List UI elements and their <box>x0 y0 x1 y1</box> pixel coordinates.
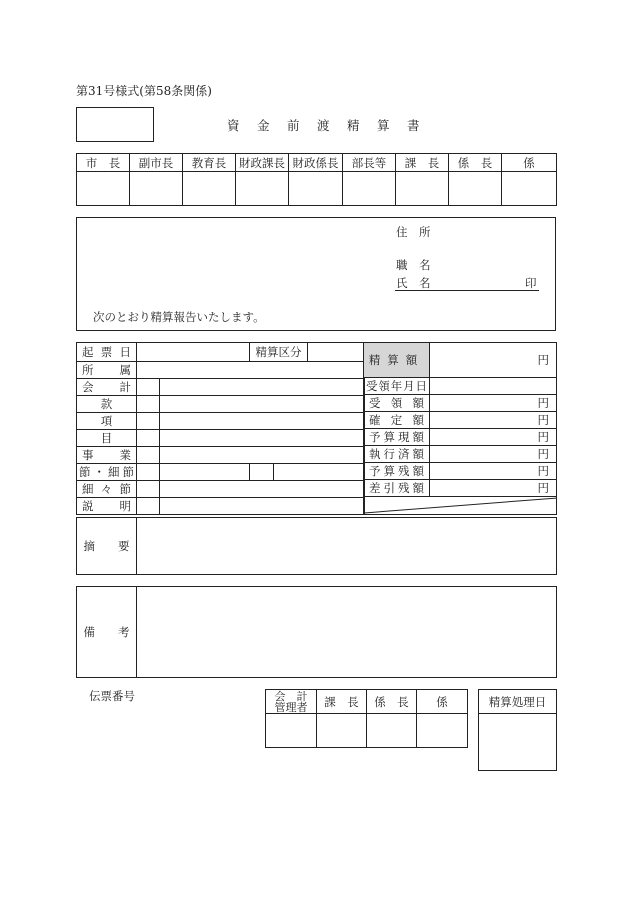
bottom-approval-seal-cell[interactable] <box>367 714 417 748</box>
approval-header-section-chief: 課 長 <box>396 154 449 172</box>
voucher-date-label: 起票日 <box>77 343 137 362</box>
executed-amount-field[interactable] <box>430 446 557 463</box>
bottom-approval-seal-cell[interactable] <box>317 714 367 748</box>
approval-table <box>76 153 557 206</box>
project-name-field[interactable] <box>160 447 365 464</box>
budget-balance-field[interactable] <box>430 463 557 480</box>
bottom-section-chief-header: 課 長 <box>317 690 367 714</box>
moku-label: 目 <box>77 430 137 447</box>
settlement-type-label: 精算区分 <box>250 343 308 361</box>
accounting-manager-header: 会 計 管理者 <box>266 690 317 714</box>
kan-name-field[interactable] <box>160 396 365 413</box>
approval-seal-cell[interactable] <box>77 172 130 206</box>
name-underline <box>395 290 539 291</box>
approval-header-deputy-mayor: 副市長 <box>130 154 183 172</box>
main-left-table <box>76 342 365 515</box>
net-balance-field[interactable] <box>430 480 557 497</box>
approval-seal-cell[interactable] <box>130 172 183 206</box>
yen-unit: 円 <box>537 396 549 410</box>
approval-seal-cell[interactable] <box>449 172 502 206</box>
approval-seal-cell[interactable] <box>236 172 289 206</box>
fixed-amount-field[interactable] <box>430 412 557 429</box>
net-balance-label: 差引残額 <box>364 480 430 497</box>
address-label: 住 所 <box>396 225 431 239</box>
summary-label: 摘 要 <box>77 518 137 575</box>
current-budget-label: 予算現額 <box>364 429 430 446</box>
form-number: 第31号様式(第58条関係) <box>76 84 212 98</box>
description-name-field[interactable] <box>160 498 365 515</box>
approval-header-subsection-chief: 係 長 <box>449 154 502 172</box>
remarks-label: 備 考 <box>77 587 137 678</box>
summary-table <box>76 517 557 575</box>
kan-code-field[interactable] <box>137 396 160 413</box>
accounting-label: 会計 <box>77 379 137 396</box>
setsu-label: 節・細節 <box>77 464 137 481</box>
yen-unit: 円 <box>537 430 549 444</box>
diagonal-line <box>364 497 557 514</box>
yen-unit: 円 <box>537 481 549 495</box>
yen-unit: 円 <box>537 413 549 427</box>
accounting-name-field[interactable] <box>160 379 365 396</box>
saisetsu-name-field[interactable] <box>274 464 365 481</box>
receipt-stamp-box <box>76 107 154 142</box>
received-amount-label: 受領額 <box>364 395 430 412</box>
remarks-table <box>76 586 557 678</box>
bottom-subsection-chief-header: 係 長 <box>367 690 417 714</box>
fixed-amount-label: 確定額 <box>364 412 430 429</box>
bottom-staff-header: 係 <box>417 690 468 714</box>
approval-seal-cell[interactable] <box>183 172 236 206</box>
approval-header-superintendent: 教育長 <box>183 154 236 172</box>
affiliation-label: 所属 <box>77 362 137 379</box>
statement-text: 次のとおり精算報告いたします。 <box>93 310 265 324</box>
settlement-date-field[interactable] <box>479 714 557 771</box>
accounting-code-field[interactable] <box>137 379 160 396</box>
kou-name-field[interactable] <box>160 413 365 430</box>
kou-label: 項 <box>77 413 137 430</box>
seal-mark: 印 <box>525 276 537 290</box>
settlement-type-field[interactable] <box>308 343 364 361</box>
remarks-field[interactable] <box>137 587 557 678</box>
approval-header-department-head: 部長等 <box>343 154 396 172</box>
approval-header-mayor: 市 長 <box>77 154 130 172</box>
project-label: 事業 <box>77 447 137 464</box>
approval-seal-cell[interactable] <box>502 172 557 206</box>
main-right-table <box>363 342 557 515</box>
approval-seal-cell[interactable] <box>396 172 449 206</box>
settlement-date-label: 精算処理日 <box>479 690 557 714</box>
current-budget-field[interactable] <box>430 429 557 446</box>
bottom-approval-seal-cell[interactable] <box>417 714 468 748</box>
budget-balance-label: 予算残額 <box>364 463 430 480</box>
approval-seal-cell[interactable] <box>343 172 396 206</box>
kan-label: 款 <box>77 396 137 413</box>
project-code-field[interactable] <box>137 447 160 464</box>
setsu-code-field[interactable] <box>137 464 160 481</box>
summary-field[interactable] <box>137 518 557 575</box>
moku-name-field[interactable] <box>160 430 365 447</box>
settlement-date-table <box>478 689 557 771</box>
description-label: 説明 <box>77 498 137 515</box>
diagonal-blank-cell <box>364 497 557 515</box>
slip-number-label: 伝票番号 <box>89 689 135 703</box>
yen-unit: 円 <box>537 353 549 367</box>
approval-header-staff: 係 <box>502 154 557 172</box>
bottom-approval-seal-cell[interactable] <box>266 714 317 748</box>
saisaisetsu-name-field[interactable] <box>160 481 365 498</box>
moku-code-field[interactable] <box>137 430 160 447</box>
name-label: 氏 名 <box>396 276 431 290</box>
received-amount-field[interactable] <box>430 395 557 412</box>
approval-seal-cell[interactable] <box>289 172 343 206</box>
affiliation-field[interactable] <box>137 362 365 379</box>
voucher-date-field[interactable] <box>137 343 250 362</box>
page-title: 資 金 前 渡 精 算 書 <box>227 118 423 133</box>
setsu-name-field[interactable] <box>160 464 250 481</box>
receipt-date-label: 受領年月日 <box>364 378 430 395</box>
settlement-amount-field[interactable] <box>430 343 557 378</box>
saisetsu-code-field[interactable] <box>250 464 274 481</box>
job-title-label: 職 名 <box>396 258 431 272</box>
bottom-approval-table <box>265 689 468 748</box>
yen-unit: 円 <box>537 447 549 461</box>
saisaisetsu-label: 細々節 <box>77 481 137 498</box>
yen-unit: 円 <box>537 464 549 478</box>
executed-amount-label: 執行済額 <box>364 446 430 463</box>
kou-code-field[interactable] <box>137 413 160 430</box>
settlement-amount-label: 精算額 <box>364 343 430 378</box>
approval-header-finance-section-chief: 財政課長 <box>236 154 289 172</box>
receipt-date-field[interactable] <box>430 378 557 395</box>
approval-header-finance-subsection-chief: 財政係長 <box>289 154 343 172</box>
saisaisetsu-code-field[interactable] <box>137 481 160 498</box>
description-code-field[interactable] <box>137 498 160 515</box>
